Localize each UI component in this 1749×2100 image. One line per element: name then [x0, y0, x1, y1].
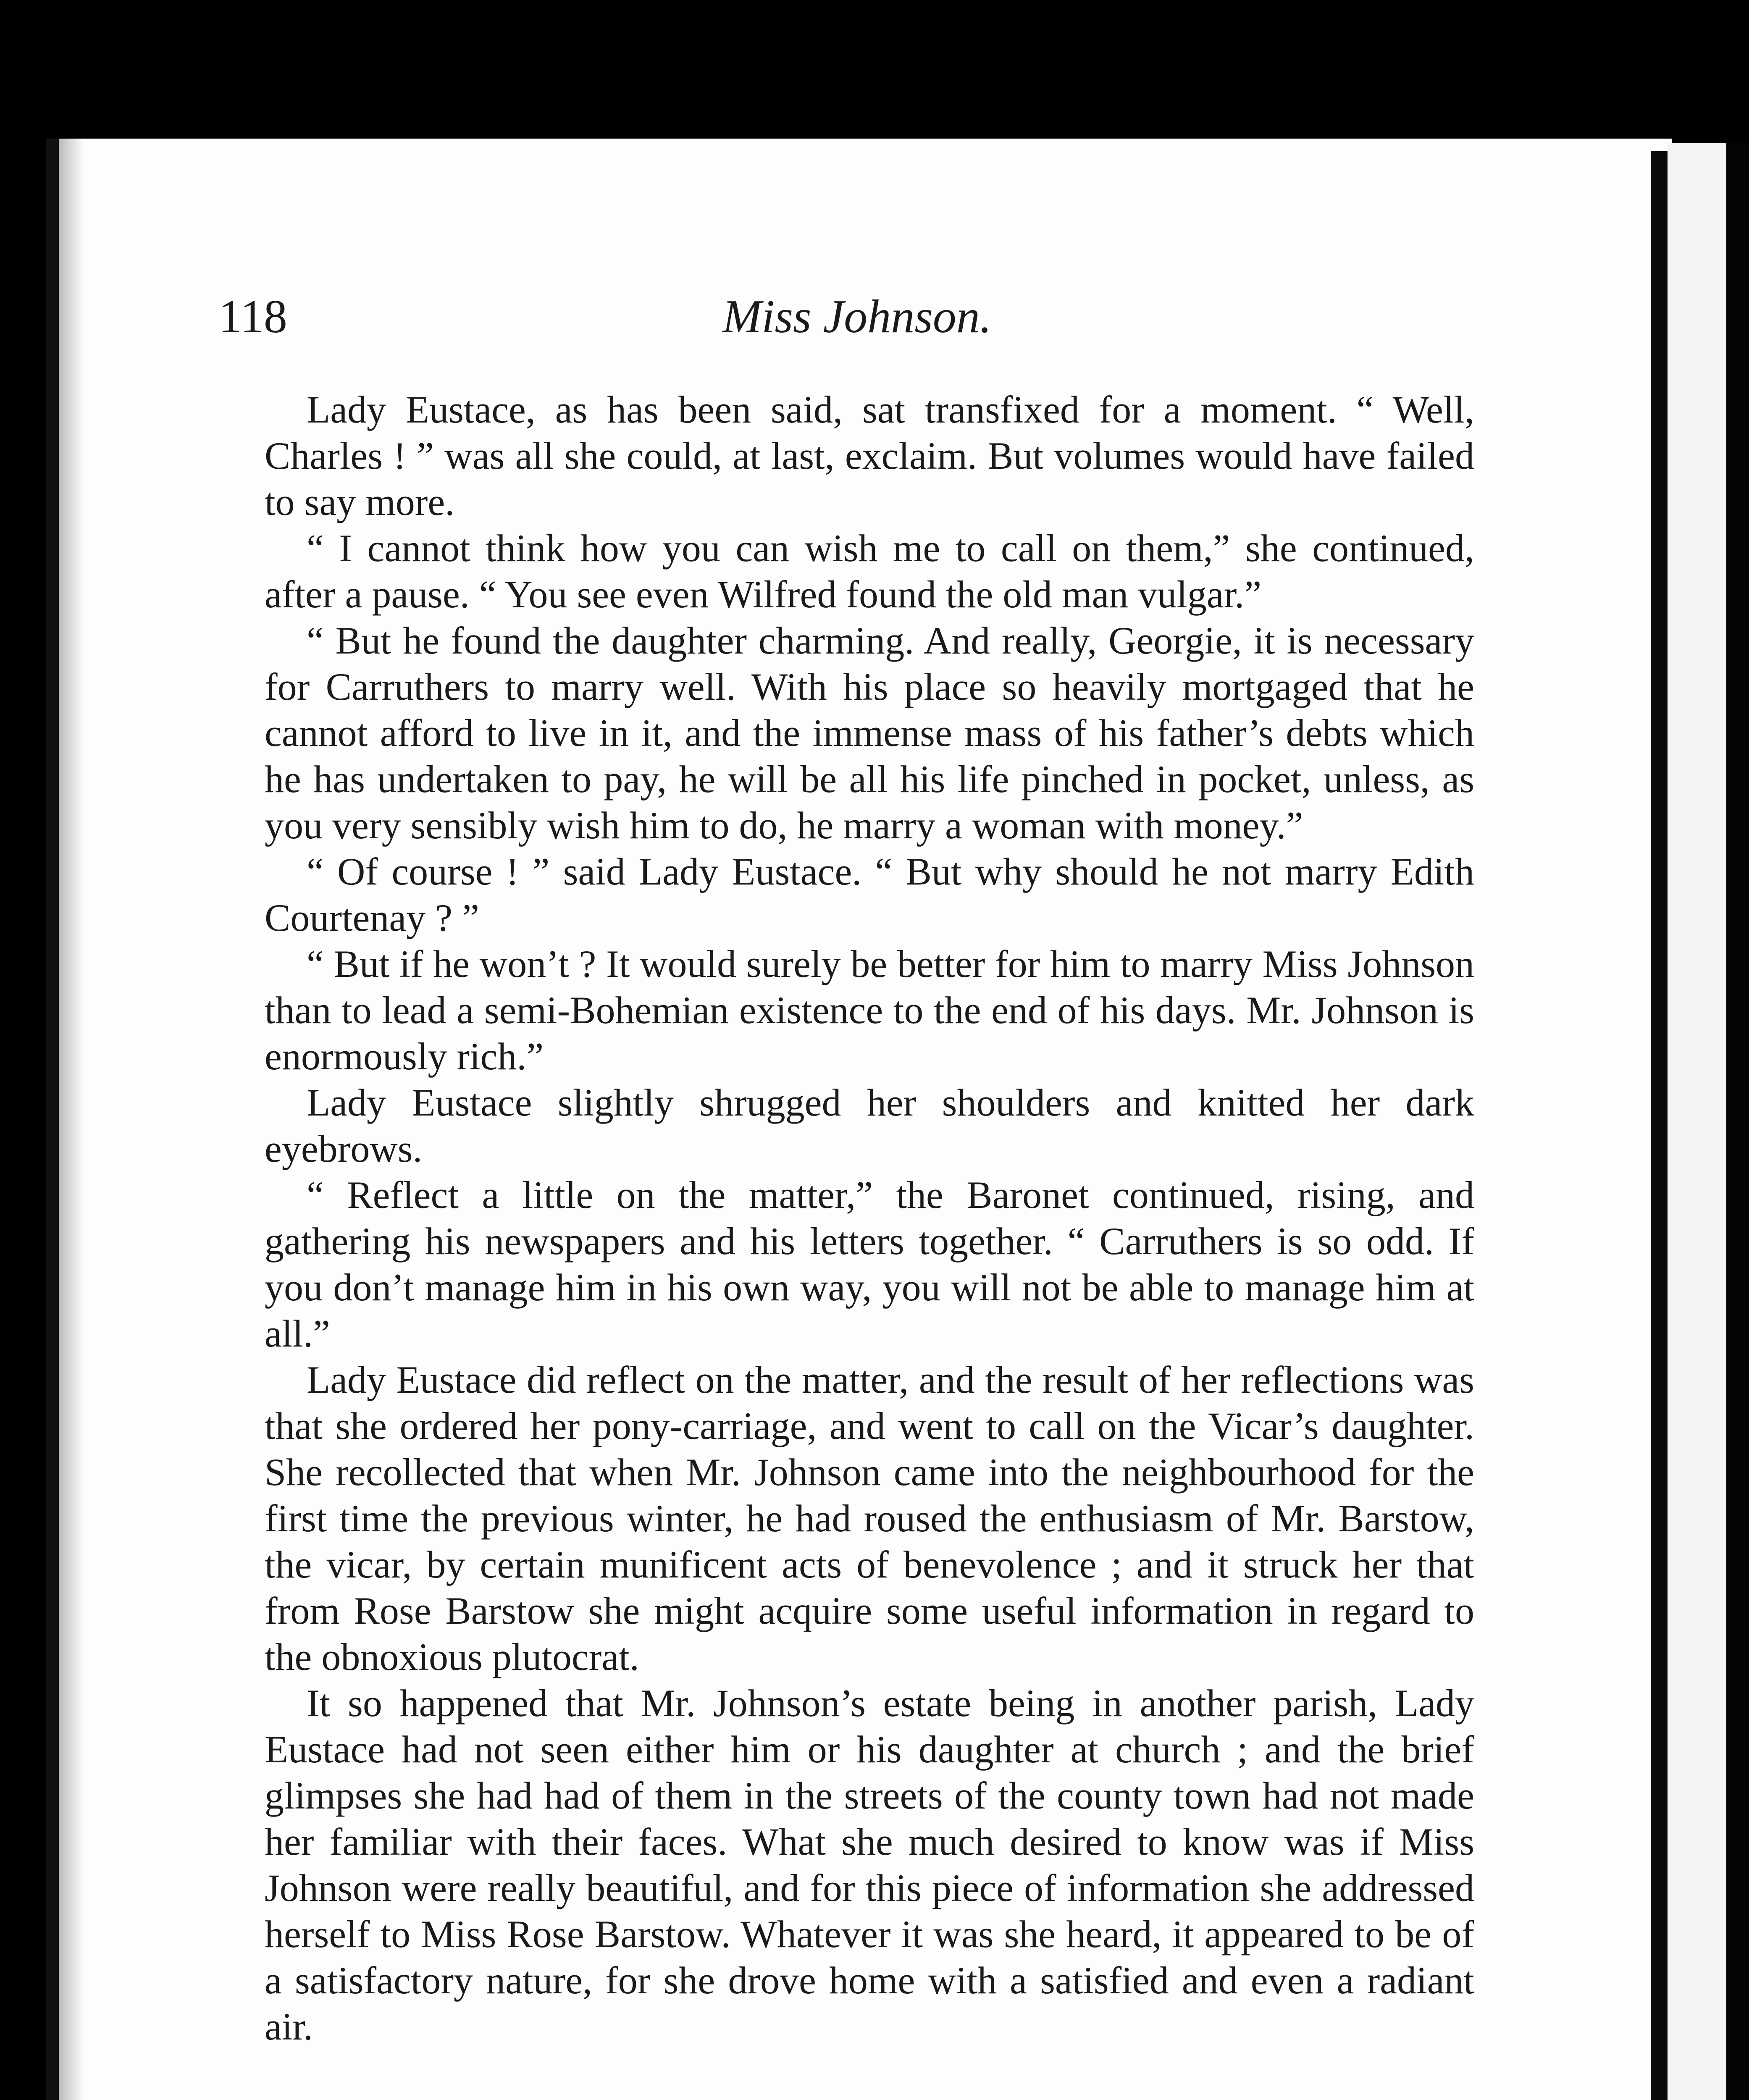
paragraph: “ Reflect a little on the matter,” the Baronet continued, rising, and gathering his newspapers and his letters together. “ Carruthers is so odd. If you don’t manage him in his own way, you will not be able to manage him at all.”: [265, 1173, 1474, 1355]
body-text: [265, 386, 1474, 2100]
paragraph: Lady Eustace slightly shrugged her shoulders and knitted her dark eyebrows.: [265, 1081, 1474, 1170]
paragraph: Lady Eustace, as has been said, sat transfixed for a moment. “ Well, Charles ! ” was all she could, at last, exclaim. But volumes would have failed to say more.: [265, 388, 1474, 523]
paragraph: “ Of course ! ” said Lady Eustace. “ But why should he not marry Edith Courtenay ? ”: [265, 850, 1474, 939]
paragraph: “ I cannot think how you can wish me to call on them,” she continued, after a pause. “ You see even Wilfred found the old man vulgar.”: [265, 527, 1474, 616]
scan-border-left: [0, 0, 46, 2100]
page-number: 118: [218, 291, 287, 343]
running-title: Miss Johnson.: [722, 291, 992, 343]
scan-border-right: [1726, 143, 1749, 2100]
paragraph: It so happened that Mr. Johnson’s estate being in another parish, Lady Eustace had not seen either him or his daughter at church ; and the brief glimpses she had had of them in the streets of the county town had not made her familiar with their faces. What she much desired to know was if Miss Johnson were really beautiful, and for this piece of information she addressed herself to Miss Rose Barstow. Whatever it was she heard, it appeared to be of a satisfactory nature, for she drove home with a satisfied and even a radiant air.: [265, 1682, 1474, 2048]
paragraph: Lady Eustace did reflect on the matter, and the result of her reflections was that she ordered her pony-carriage, and went to call on the Vicar’s daughter. She recollected that when Mr. Johnson came into the neighbourhood for the first time the previous winter, he had roused the enthusiasm of Mr. Barstow, the vicar, by certain munificent acts of benevolence ; and it struck her that from Rose Barstow she might acquire some useful information in regard to the obnoxious plutocrat.: [265, 1358, 1474, 1678]
paragraph: “ But if he won’t ? It would surely be better for him to marry Miss Johnson than to lead a semi-Bohemian existence to the end of his days. Mr. Johnson is enormously rich.”: [265, 942, 1474, 1078]
book-gutter: [1651, 151, 1668, 2100]
running-head: [218, 290, 1479, 357]
paragraph: “ But he found the daughter charming. And really, Georgie, it is necessary for Carruthers to marry well. With his place so heavily mortgaged that he cannot afford to live in it, and the immense mass of his father’s debts which he has undertaken to pay, he will be all his life pinched in pocket, unless, as you very sensibly wish him to do, he marry a woman with money.”: [265, 619, 1474, 847]
